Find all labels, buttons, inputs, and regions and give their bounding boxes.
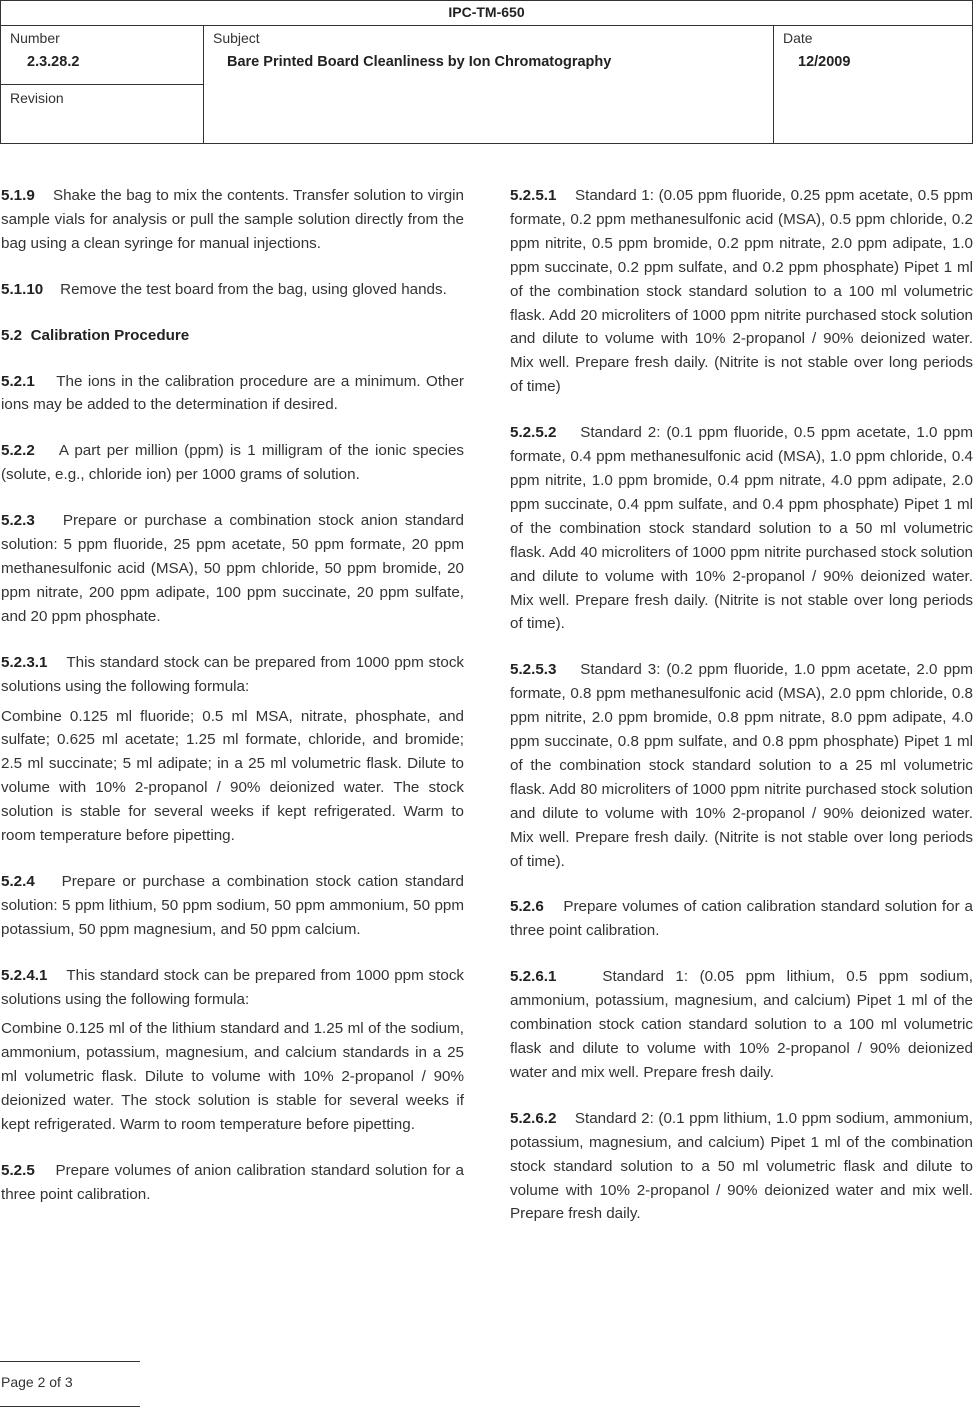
paragraph-text: Standard 3: (0.2 ppm fluoride, 1.0 ppm acetate, 2.0 ppm formate, 0.8 ppm methanesulfonic acid (MSA), 2.0 ppm chloride, 0.8 ppm nitrite, 2.0 ppm bromide, 0.8 ppm nitrate, 8.0 ppm adipate, 4.0 ppm succinate, 0.8 ppm sulfate, and 0.8 ppm phosphate) Pipet 1 ml of the combination stock standard solution to a 25 ml volumetric flask. Add 80 microliters of 1000 ppm nitrite purchased stock solution and dilute to volume with 10% 2-propanol / 90% deionized water. Mix well. Prepare fresh daily. (Nitrite is not stable over long periods of time). — [510, 661, 973, 870]
paragraph-text: Standard 1: (0.05 ppm lithium, 0.5 ppm sodium, ammonium, potassium, magnesium, and calcium) Pipet 1 ml of the combination stock cation standard solution to a 100 ml volumetric flask and dilute to volume with 10% 2-propanol / 90% deionized water and mix well. Prepare fresh daily. — [510, 968, 973, 1081]
paragraph-text: Shake the bag to mix the contents. Transfer solution to virgin sample vials for analysis or pull the sample solution directly from the bag using a clean syringe for manual injections. — [1, 187, 464, 252]
section-heading — [1, 324, 464, 348]
paragraph — [510, 184, 973, 399]
section-number: 5.2.5.3 — [510, 661, 557, 679]
paragraph-text: A part per million (ppm) is 1 milligram of the ionic species (solute, e.g., chloride ion) per 1000 grams of solution. — [1, 442, 465, 484]
section-number: 5.2.1 — [1, 372, 35, 390]
subject-label: Subject — [213, 30, 260, 46]
page-number: Page 2 of 3 — [1, 1374, 73, 1390]
paragraph-text: Prepare or purchase a combination stock cation standard solution: 5 ppm lithium, 50 ppm sodium, 50 ppm ammonium, 50 ppm potassium, 50 ppm magnesium, and 50 ppm calcium. — [1, 872, 464, 938]
section-number: 5.2.3 — [1, 512, 35, 530]
paragraph-text: Standard 2: (0.1 ppm fluoride, 0.5 ppm acetate, 1.0 ppm formate, 0.4 ppm methanesulfonic acid (MSA), 1.0 ppm chloride, 0.4 ppm nitrite, 1.0 ppm bromide, 0.4 ppm nitrate, 4.0 ppm adipate, 2.0 ppm succinate, 0.4 ppm sulfate, and 0.4 ppm phosphate) Pipet 1 ml of the combination stock standard solution to a 50 ml volumetric flask. Add 40 microliters of 1000 ppm nitrite purchased stock solution and dilute to volume with 10% 2-propanol / 90% deionized water. Mix well. Prepare fresh daily. (Nitrite is not stable over long periods of time). — [510, 424, 973, 633]
paragraph — [510, 965, 973, 1085]
paragraph — [510, 421, 973, 636]
section-number: 5.2.4.1 — [1, 966, 48, 984]
date-label: Date — [783, 30, 813, 46]
section-number: 5.1.10 — [1, 280, 44, 298]
date-value: 12/2009 — [798, 54, 851, 70]
paragraph-text: Prepare volumes of cation calibration standard solution for a three point calibration. — [510, 898, 973, 940]
number-label: Number — [10, 30, 60, 46]
date-cell — [774, 25, 973, 144]
paragraph — [510, 895, 973, 943]
section-number: 5.2.5 — [1, 1162, 35, 1179]
footer-divider-top — [0, 1361, 140, 1362]
section-number: 5.2.6.1 — [510, 968, 557, 986]
formula-paragraph: Combine 0.125 ml of the lithium standard and 1.25 ml of the sodium, ammonium, potassium, magnesium, and calcium standards in a 25 ml volumetric flask. Dilute to volume with 10% 2-propanol / 90% deionized water. The stock solution is stable for several weeks if kept refrigerated. Warm to room temperature before pipetting. — [1, 1020, 464, 1134]
formula-paragraph: Combine 0.125 ml fluoride; 0.5 ml MSA, nitrate, phosphate, and sulfate; 0.625 ml acetate; 1.25 ml formate, chloride, and bromide; 2.5 ml succinate; 5 ml adipate; in a 25 ml volumetric flask. Dilute to volume with 10% 2-propanol / 90% deionized water. The stock solution is stable for several weeks if kept refrigerated. Warm to room temperature before pipetting. — [1, 707, 464, 845]
standard-title: IPC-TM-650 — [1, 1, 972, 26]
paragraph-text: This standard stock can be prepared from 1000 ppm stock solutions using the following formula: — [1, 653, 465, 695]
section-number: 5.2.6.2 — [510, 1109, 557, 1127]
section-number: 5.1.9 — [1, 187, 35, 204]
section-number: 5.2.6 — [510, 898, 544, 916]
paragraph — [1, 509, 464, 629]
paragraph-text: The ions in the calibration procedure are a minimum. Other ions may be added to the determination if desired. — [1, 372, 464, 414]
section-title: Calibration Procedure — [30, 326, 190, 344]
paragraph — [1, 184, 464, 256]
paragraph — [1, 964, 464, 1012]
paragraph — [1, 651, 464, 699]
section-number: 5.2 — [1, 326, 23, 344]
section-number: 5.2.4 — [1, 872, 35, 890]
number-value: 2.3.28.2 — [27, 54, 80, 70]
paragraph-text: Standard 2: (0.1 ppm lithium, 1.0 ppm sodium, ammonium, potassium, magnesium, and calcium) Pipet 1 ml of the combination stock standard solution to a 50 ml volumetric flask and dilute to volume with 10% 2-propanol / 90% deionized water and mix well. Prepare fresh daily. — [510, 1109, 973, 1223]
section-number: 5.2.5.1 — [510, 187, 557, 204]
paragraph — [1, 870, 464, 942]
left-column — [1, 184, 464, 1229]
paragraph — [1, 278, 464, 302]
subject-cell — [204, 25, 774, 144]
paragraph — [1, 1159, 464, 1207]
subject-value: Bare Printed Board Cleanliness by Ion Chromatography — [227, 54, 612, 70]
revision-cell — [1, 85, 204, 144]
paragraph-text: Prepare or purchase a combination stock anion standard solution: 5 ppm fluoride, 25 ppm acetate, 50 ppm formate, 20 ppm methanesulfonic acid (MSA), 50 ppm chloride, 50 ppm bromide, 20 ppm nitrate, 200 ppm adipate, 100 ppm succinate, 20 ppm sulfate, and 20 ppm phosphate. — [1, 512, 464, 625]
paragraph — [510, 1107, 973, 1227]
paragraph-text: This standard stock can be prepared from 1000 ppm stock solutions using the following formula: — [1, 966, 465, 1008]
paragraph-text: Remove the test board from the bag, using gloved hands. — [60, 280, 447, 298]
paragraph-text: Prepare volumes of anion calibration standard solution for a three point calibration. — [1, 1162, 464, 1203]
section-number: 5.2.2 — [1, 442, 35, 460]
section-number: 5.2.5.2 — [510, 424, 557, 442]
paragraph — [1, 439, 464, 487]
paragraph-text: Standard 1: (0.05 ppm fluoride, 0.25 ppm acetate, 0.5 ppm formate, 0.2 ppm methanesulfonic acid (MSA), 0.5 ppm chloride, 0.2 ppm nitrite, 0.5 ppm bromide, 0.2 ppm nitrate, 2.0 ppm adipate, 1.0 ppm succinate, 0.2 ppm sulfate, and 0.2 ppm phosphate) Pipet 1 ml of the combination stock standard solution to a 100 ml volumetric flask. Add 20 microliters of 1000 ppm nitrite purchased stock solution and dilute to volume with 10% 2-propanol / 90% deionized water. Mix well. Prepare fresh daily. (Nitrite is not stable over long periods of time) — [510, 187, 973, 396]
revision-label: Revision — [10, 90, 64, 106]
paragraph — [1, 370, 464, 418]
paragraph — [510, 658, 973, 873]
right-column — [510, 184, 973, 1248]
section-number: 5.2.3.1 — [1, 653, 48, 671]
document-header — [0, 0, 973, 144]
footer-divider-bottom — [0, 1406, 140, 1407]
number-cell — [1, 25, 204, 85]
